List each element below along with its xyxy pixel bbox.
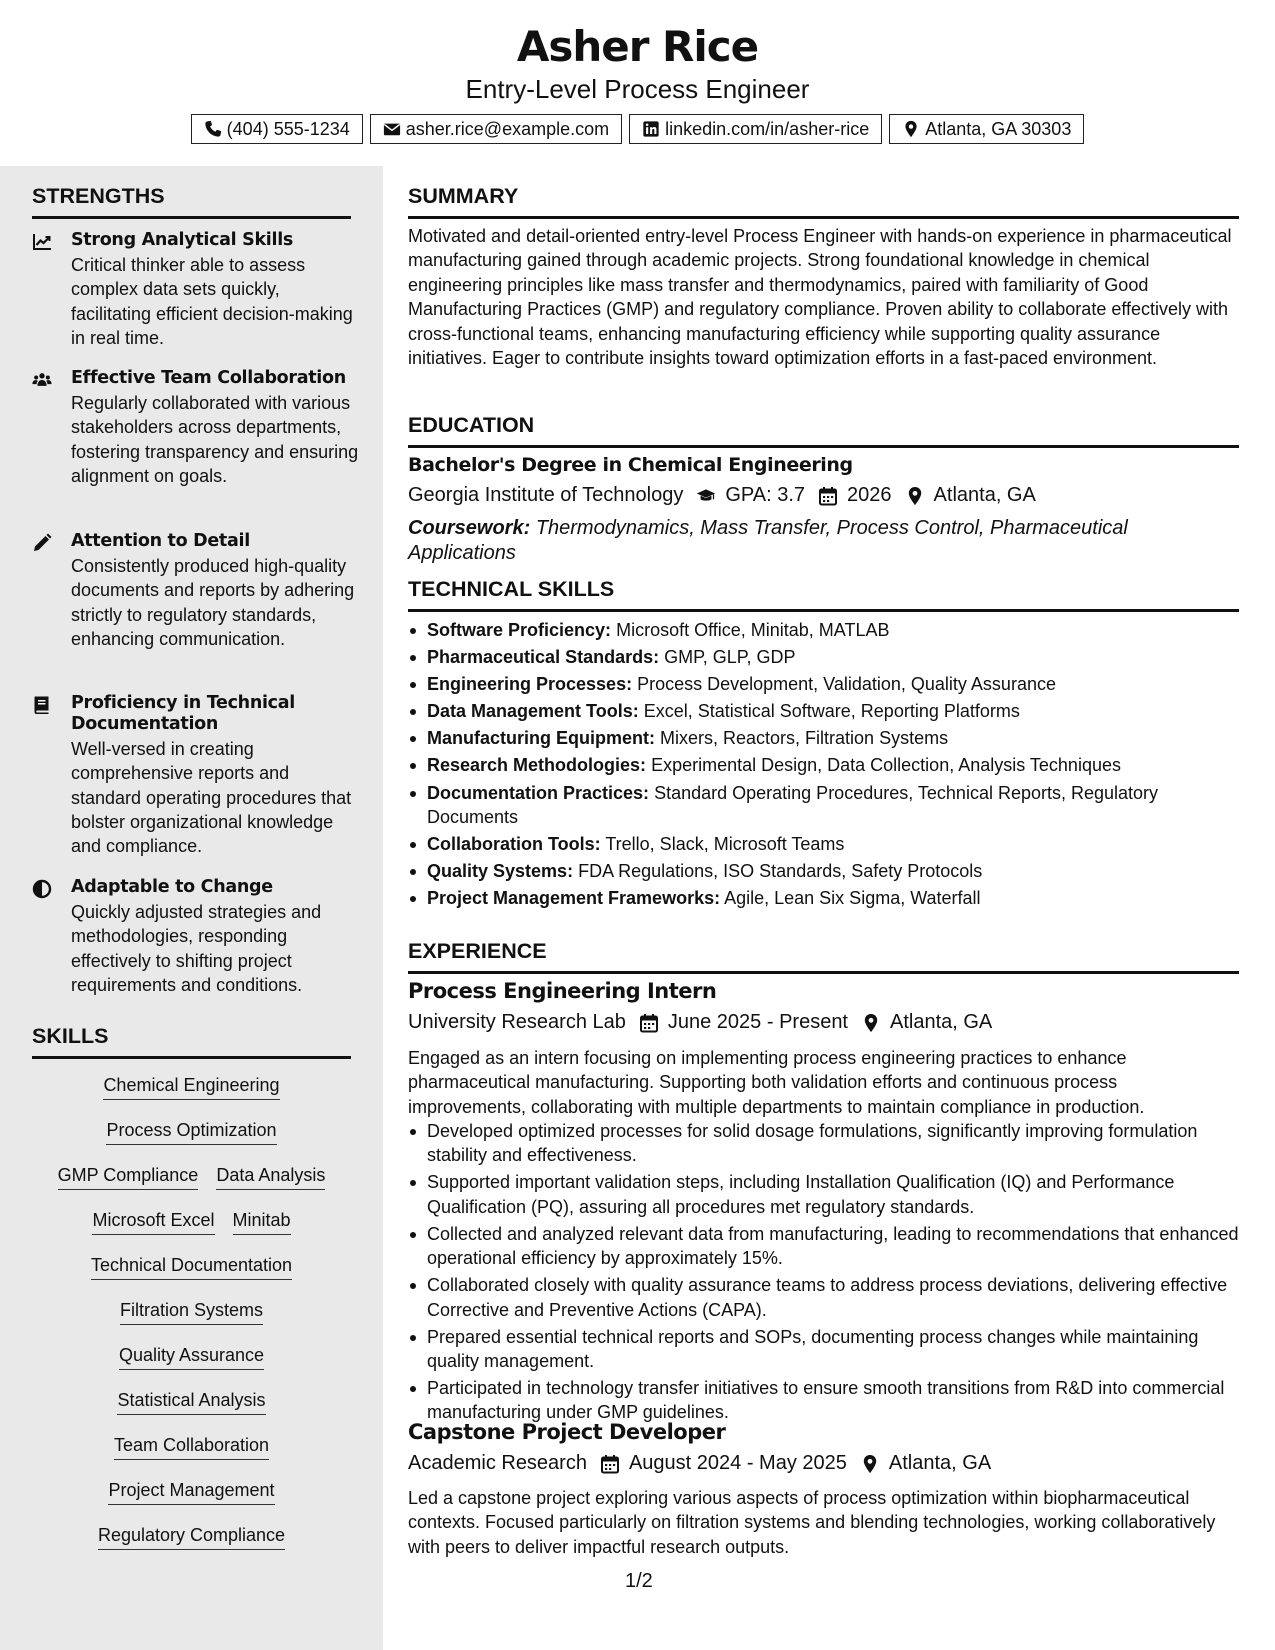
- skill-tag: Filtration Systems: [120, 1299, 263, 1325]
- skill-values: Experimental Design, Data Collection, Analysis Techniques: [651, 755, 1121, 776]
- skill-tag: Project Management: [108, 1479, 274, 1505]
- education-degree: Bachelor's Degree in Chemical Engineering: [408, 454, 853, 476]
- job-meta: [408, 1011, 992, 1034]
- contact-email[interactable]: [370, 114, 622, 144]
- skill-category: Documentation Practices:: [427, 782, 650, 803]
- skill-tag: Regulatory Compliance: [98, 1524, 285, 1550]
- strength-item: [32, 368, 362, 488]
- education-heading: EDUCATION: [408, 413, 1239, 448]
- list-item: [408, 672, 1239, 697]
- strength-title: Attention to Detail: [71, 531, 250, 551]
- contact-phone[interactable]: [191, 114, 363, 144]
- job-achievements: [408, 1119, 1239, 1427]
- job-meta: [408, 1452, 991, 1475]
- skill-tag: GMP Compliance: [58, 1164, 199, 1190]
- job-title: Process Engineering Intern: [408, 979, 717, 1003]
- candidate-name: Asher Rice: [516, 22, 759, 71]
- education-location: Atlanta, GA: [933, 484, 1036, 506]
- contact-location-text: Atlanta, GA 30303: [925, 118, 1072, 139]
- skill-category: Engineering Processes:: [427, 674, 633, 695]
- skill-category: Research Methodologies:: [427, 755, 647, 776]
- skill-tag: Data Analysis: [216, 1164, 325, 1190]
- skill-values: GMP, GLP, GDP: [664, 647, 796, 668]
- location-pin-icon: [904, 485, 926, 507]
- contact-linkedin-text: linkedin.com/in/asher-rice: [665, 118, 870, 139]
- summary-text: Motivated and detail-oriented entry-level Process Engineer with hands-on experience in pharmaceutical manufacturing gained through academic projects. Strong foundational knowledge in chemical engineering principles like mass transfer and thermodynamics, paired with familiarity of Good Manufacturing Practices (GMP) and regulatory compliance. Proven ability to collaborate effectively with cross-functional teams, enhancing manufacturing efficiency while supporting quality assurance initiatives. Eager to contribute insights toward optimization efforts in a fast-paced environment.: [408, 226, 1232, 369]
- strength-item: [32, 531, 362, 651]
- calendar-icon: [599, 1453, 621, 1475]
- graduation-cap-icon: [695, 485, 717, 507]
- contact-email-text: asher.rice@example.com: [405, 118, 610, 139]
- education-year: 2026: [847, 484, 892, 506]
- skill-tag: Microsoft Excel: [92, 1209, 214, 1235]
- list-item: Collected and analyzed relevant data from manufacturing, leading to recommendations that enhanced operational efficiency by approximately 15%.: [408, 1222, 1239, 1271]
- chart-line-icon: [32, 232, 54, 252]
- list-item: Participated in technology transfer initiatives to ensure smooth transitions from R&D into commercial manufacturing under GMP guidelines.: [408, 1376, 1239, 1425]
- skill-category: Pharmaceutical Standards:: [427, 647, 660, 668]
- job-organization: Academic Research: [408, 1452, 587, 1474]
- strength-description: Regularly collaborated with various stakeholders across departments, fostering transparency and ensuring alignment on goals.: [71, 393, 359, 486]
- calendar-icon: [817, 485, 839, 507]
- skill-values: Trello, Slack, Microsoft Teams: [605, 834, 845, 855]
- adjust-icon: [32, 879, 54, 899]
- job-organization: University Research Lab: [408, 1011, 626, 1033]
- job-description: Engaged as an intern focusing on implementing process engineering practices to enhance pharmaceutical manufacturing. Supporting both validation efforts and continuous process improvements, collaborating with multiple departments to maintain compliance in production.: [408, 1048, 1145, 1117]
- list-item: [408, 618, 1239, 643]
- contact-location: [889, 114, 1084, 144]
- list-item: Prepared essential technical reports and SOPs, documenting process changes while maintaining quality management.: [408, 1325, 1239, 1374]
- skill-tag: Minitab: [233, 1209, 291, 1235]
- skill-values: Process Development, Validation, Quality Assurance: [637, 674, 1056, 695]
- list-item: Developed optimized processes for solid dosage formulations, significantly improving formulation stability and effectiveness.: [408, 1119, 1239, 1168]
- skill-tag: Chemical Engineering: [103, 1074, 279, 1100]
- contact-bar: [0, 114, 1275, 144]
- job-dates: August 2024 - May 2025: [628, 1452, 847, 1474]
- skill-category: Collaboration Tools:: [427, 834, 601, 855]
- list-item: [408, 781, 1239, 830]
- skills-list: [32, 1074, 351, 1569]
- page-number: 1/2: [625, 1570, 653, 1592]
- strength-description: Critical thinker able to assess complex data sets quickly, facilitating efficient decision-making in real time.: [71, 255, 353, 348]
- skill-values: Microsoft Office, Minitab, MATLAB: [616, 620, 890, 640]
- location-pin-icon: [859, 1453, 881, 1475]
- education-meta: [408, 484, 1036, 507]
- skill-category: Software Proficiency:: [427, 620, 612, 640]
- list-item: [408, 699, 1239, 724]
- strength-description: Consistently produced high-quality documents and reports by adhering strictly to regulatory standards, enhancing communication.: [71, 556, 355, 649]
- skills-heading: SKILLS: [32, 1024, 351, 1059]
- calendar-icon: [638, 1012, 660, 1034]
- pencil-icon: [32, 533, 54, 553]
- strengths-heading: STRENGTHS: [32, 184, 351, 219]
- skill-values: Mixers, Reactors, Filtration Systems: [660, 728, 949, 749]
- strength-title: Proficiency in Technical Documentation: [71, 693, 295, 734]
- experience-heading: EXPERIENCE: [408, 939, 1239, 974]
- book-icon: [32, 695, 54, 715]
- strength-item: [32, 877, 362, 997]
- skill-values: Agile, Lean Six Sigma, Waterfall: [724, 888, 981, 909]
- strength-title: Effective Team Collaboration: [71, 368, 346, 388]
- list-item: [408, 645, 1239, 670]
- strength-item: [32, 693, 362, 858]
- strength-item: [32, 230, 362, 350]
- sidebar: [0, 166, 383, 1650]
- strength-description: Well-versed in creating comprehensive reports and standard operating procedures that bolster organizational knowledge and compliance.: [71, 739, 352, 857]
- location-pin-icon: [902, 120, 920, 138]
- skill-category: Manufacturing Equipment:: [427, 728, 655, 749]
- resume-header: [0, 0, 1275, 166]
- job-location: Atlanta, GA: [890, 1011, 993, 1033]
- job-location: Atlanta, GA: [888, 1452, 992, 1474]
- skill-values: Excel, Statistical Software, Reporting Platforms: [643, 701, 1020, 722]
- job-description: Led a capstone project exploring various aspects of process optimization within biopharmaceutical contexts. Focused particularly on filtration systems and blending technologies, working collaboratively with peers to deliver impactful research outputs.: [408, 1488, 1216, 1557]
- skill-category: Quality Systems:: [427, 861, 574, 882]
- coursework-list: Thermodynamics, Mass Transfer, Process Control, Pharmaceutical Applications: [408, 517, 1128, 564]
- technical-skills-list: [408, 618, 1239, 913]
- location-pin-icon: [860, 1012, 882, 1034]
- skill-values: Standard Operating Procedures, Technical Reports, Regulatory Documents: [427, 782, 1159, 828]
- skill-tag: Team Collaboration: [114, 1434, 269, 1460]
- list-item: Collaborated closely with quality assurance teams to address process deviations, delivering effective Corrective and Preventive Actions (CAPA).: [408, 1273, 1239, 1322]
- strength-description: Quickly adjusted strategies and methodologies, responding effectively to shifting project requirements and conditions.: [71, 902, 322, 995]
- job-title: Capstone Project Developer: [408, 1420, 726, 1444]
- job-dates: June 2025 - Present: [667, 1011, 848, 1033]
- contact-phone-text: (404) 555-1234: [226, 118, 350, 139]
- linkedin-icon: [642, 120, 660, 138]
- list-item: [408, 859, 1239, 884]
- list-item: [408, 832, 1239, 857]
- strength-title: Strong Analytical Skills: [71, 230, 294, 250]
- summary-heading: SUMMARY: [408, 184, 1239, 219]
- strength-title: Adaptable to Change: [71, 877, 273, 897]
- list-item: [408, 726, 1239, 751]
- technical-skills-heading: TECHNICAL SKILLS: [408, 577, 1239, 612]
- list-item: [408, 886, 1239, 911]
- list-item: Supported important validation steps, including Installation Qualification (IQ) and Performance Qualification (PQ), assuring all procedures met regulatory standards.: [408, 1170, 1239, 1219]
- envelope-icon: [383, 120, 401, 138]
- skill-tag: Technical Documentation: [91, 1254, 292, 1280]
- skill-tag: Quality Assurance: [119, 1344, 264, 1370]
- skill-tag: Process Optimization: [106, 1119, 276, 1145]
- skill-category: Data Management Tools:: [427, 701, 639, 722]
- users-icon: [32, 370, 54, 390]
- skill-values: FDA Regulations, ISO Standards, Safety Protocols: [578, 861, 983, 882]
- skill-category: Project Management Frameworks:: [427, 888, 721, 909]
- education-school: Georgia Institute of Technology: [408, 484, 684, 506]
- coursework-label: Coursework:: [408, 517, 531, 539]
- education-coursework: [408, 516, 1168, 565]
- list-item: [408, 753, 1239, 778]
- skill-tag: Statistical Analysis: [117, 1389, 265, 1415]
- contact-linkedin[interactable]: [629, 114, 882, 144]
- candidate-title: Entry-Level Process Engineer: [465, 74, 810, 104]
- education-gpa: GPA: 3.7: [725, 484, 806, 506]
- phone-icon: [204, 120, 222, 138]
